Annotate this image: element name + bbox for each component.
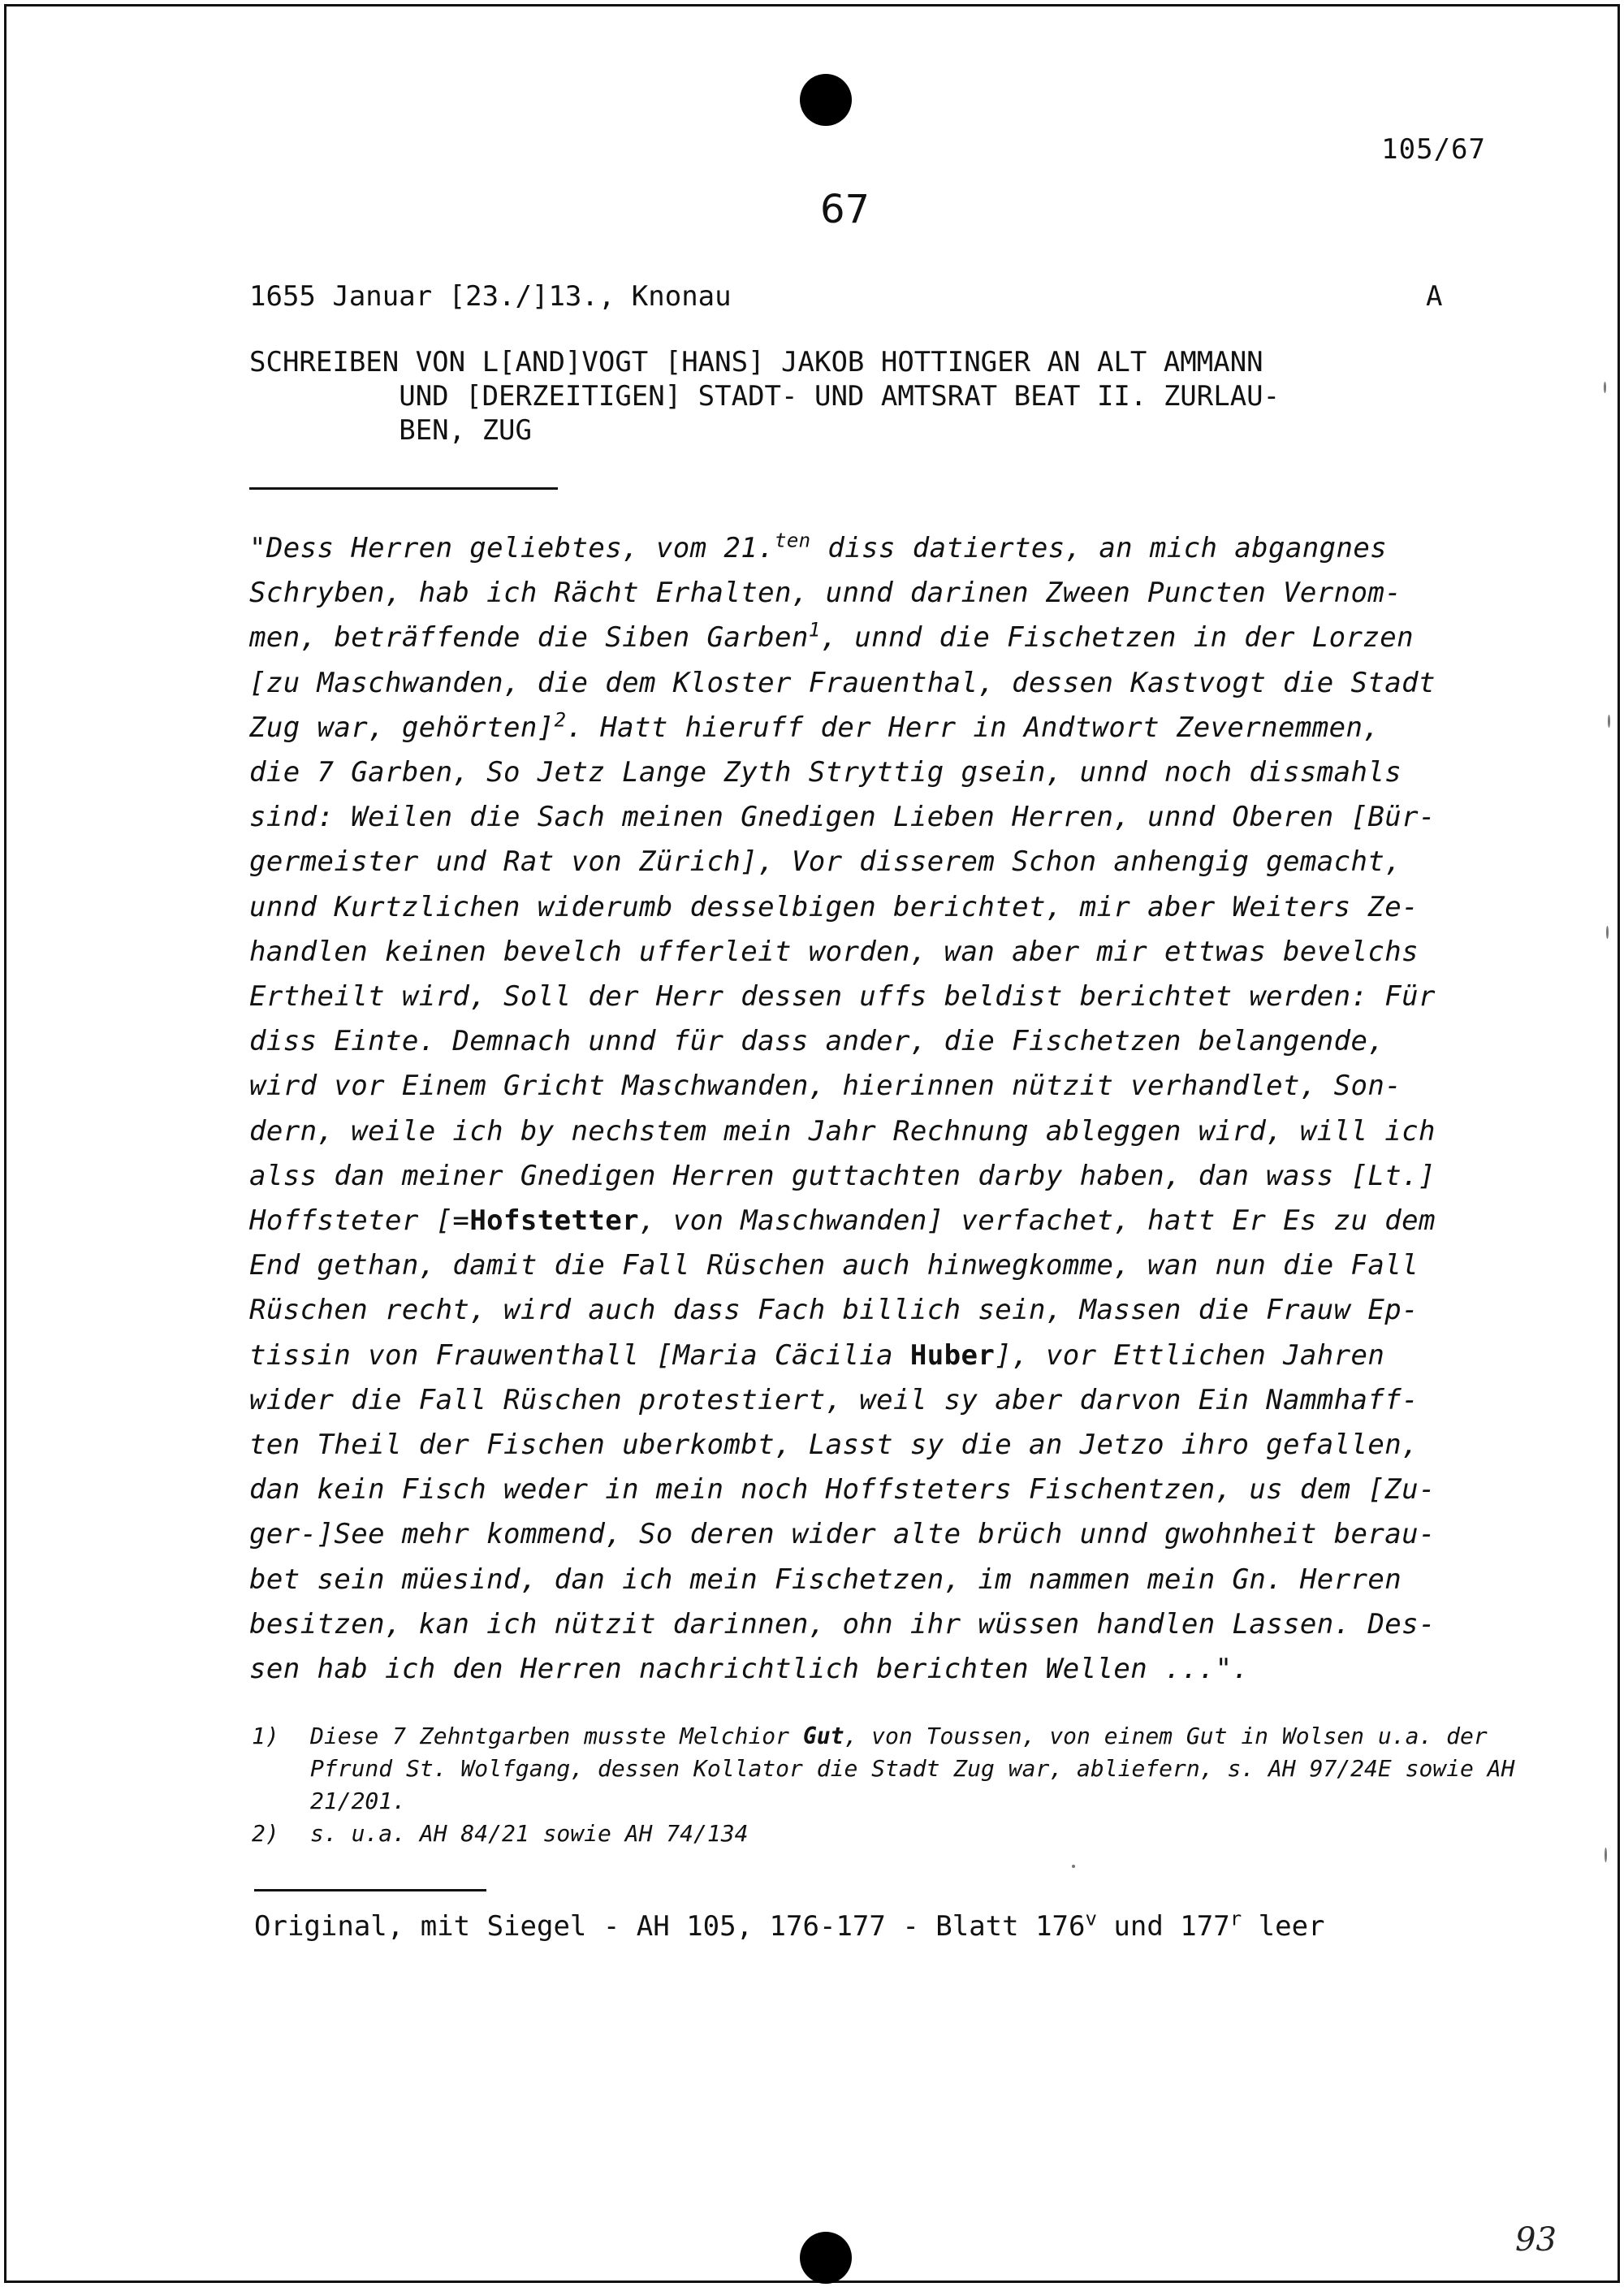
text-line: handlen keinen bevelch ufferleit worden, wan aber mir ettwas bevelchs [249,935,1419,968]
text-line: besitzen, kan ich nützit darinnen, ohn ihr wüssen handlen Lassen. Des- [249,1607,1436,1641]
footnote-1: 1) Diese 7 Zehntgarben musste Melchior Gut, von Toussen, von einem Gut in Wolsen u.a. der Pfrund St. Wolfgang, dessen Kollator die Stadt Zug war, abliefern, s. AH 97/24E sowie AH 21/201. [252,1720,1518,1818]
text-line: wider die Fall Rüschen protestiert, weil sy aber darvon Ein Nammhaff- [249,1383,1419,1416]
text-line: [zu Maschwanden, die dem Kloster Frauenthal, dessen Kastvogt die Stadt [249,666,1436,699]
source-divider [254,1889,486,1891]
letter-transcription [249,526,1500,1692]
superscript: ten [774,529,811,552]
handwritten-archive-mark: 93 [1515,2221,1557,2259]
text-line: tissin von Frauwenthall [Maria Cäcilia Huber], vor Ettlichen Jahren [249,1338,1385,1372]
source-note: Original, mit Siegel - AH 105, 176-177 - Blatt 176$^v$ und 177$^r$ leer [254,1907,1325,1943]
footnote-marker: 1) [252,1723,279,1749]
scan-speck [1608,715,1610,728]
letter-code: A [1426,280,1443,313]
text-line: "Dess Herren geliebtes, vom 21.$^{ten}$ diss datiertes, an mich abgangnes [249,529,1388,564]
text-line: ger-]See mehr kommend, So deren wider alte brüch unnd gwohnheit berau- [249,1518,1436,1551]
text-line: die 7 Garben, So Jetz Lange Zyth Stryttig gsein, unnd noch dissmahls [249,756,1402,789]
text-line: unnd Kurtzlichen widerumb desselbigen berichtet, mir aber Weiters Ze- [249,890,1419,923]
text-line: alss dan meiner Gnedigen Herren guttachten darby haben, dan wass [Lt.] [249,1159,1436,1192]
document-title: SCHREIBEN VON L[AND]VOGT [HANS] JAKOB HOTTINGER AN ALT AMMANN UND [DERZEITIGEN] STADT- UND AMTSRAT BEAT II. ZURLAU- BEN, ZUG [249,346,1281,447]
footnotes [252,1720,1518,1850]
text-line: sen hab ich den Herren nachrichtlich berichten Wellen ...". [249,1653,1250,1686]
text-line: wird vor Einem Gricht Maschwanden, hierinnen nützit verhandlet, Son- [249,1070,1402,1103]
text-line: Schryben, hab ich Rächt Erhalten, unnd darinen Zween Puncten Vernom- [249,577,1402,610]
punch-hole-bottom [800,2232,852,2284]
text-line: ten Theil der Fischen uberkombt, Lasst sy die an Jetzo ihro gefallen, [249,1429,1419,1462]
recto-mark: r [1229,1907,1242,1930]
text-line: Ertheilt wird, Soll der Herr dessen uffs beldist berichtet werden: Für [249,980,1436,1014]
text-line: sind: Weilen die Sach meinen Gnedigen Lieben Herren, unnd Oberen [Bür- [249,801,1436,834]
page-number: 67 [820,187,870,232]
date-place-line: 1655 Januar [23./]13., Knonau [249,280,732,313]
text-line: Zug war, gehörten]$^2$. Hatt hieruff der Herr in Andtwort Zevernemmen, [249,708,1380,744]
person-name: Hofstetter [469,1204,640,1238]
text-line: dern, weile ich by nechstem mein Jahr Rechnung ableggen wird, will ich [249,1114,1436,1148]
scan-speck [1606,926,1609,939]
footnote-ref-2: 2 [554,708,567,732]
text-line: diss Einte. Demnach unnd für dass ander, die Fischetzen belangende, [249,1025,1385,1058]
text-line: bet sein müesind, dan ich mein Fischetzen, im nammen mein Gn. Herren [249,1563,1402,1596]
scan-speck [1605,1848,1607,1862]
text-line: Rüschen recht, wird auch dass Fach billich sein, Massen die Frauw Ep- [249,1294,1419,1327]
text-line: dan kein Fisch weder in mein noch Hoffsteters Fischentzen, us dem [Zu- [249,1473,1436,1507]
person-name: Gut [802,1723,844,1749]
person-name: Huber [909,1338,996,1372]
text-line: Hoffsteter [=Hofstetter, von Maschwanden] verfachet, hatt Er Es zu dem [249,1204,1436,1238]
footnote-2: 2) s. u.a. AH 84/21 sowie AH 74/134 [252,1818,1518,1850]
scan-speck [1604,382,1606,393]
verso-mark: v [1085,1907,1097,1930]
text-line: germeister und Rat von Zürich], Vor disserem Schon anhengig gemacht, [249,845,1402,879]
scan-speck [1072,1865,1075,1868]
title-divider [249,487,558,490]
punch-hole-top [800,74,852,126]
footnote-marker: 2) [252,1820,279,1847]
text-line: End gethan, damit die Fall Rüschen auch hinwegkomme, wan nun die Fall [249,1249,1419,1282]
text-line: men, beträffende die Siben Garben$^1$, unnd die Fischetzen in der Lorzen [249,619,1415,655]
footnote-ref-1: 1 [808,619,821,642]
document-number: 105/67 [1381,133,1486,166]
